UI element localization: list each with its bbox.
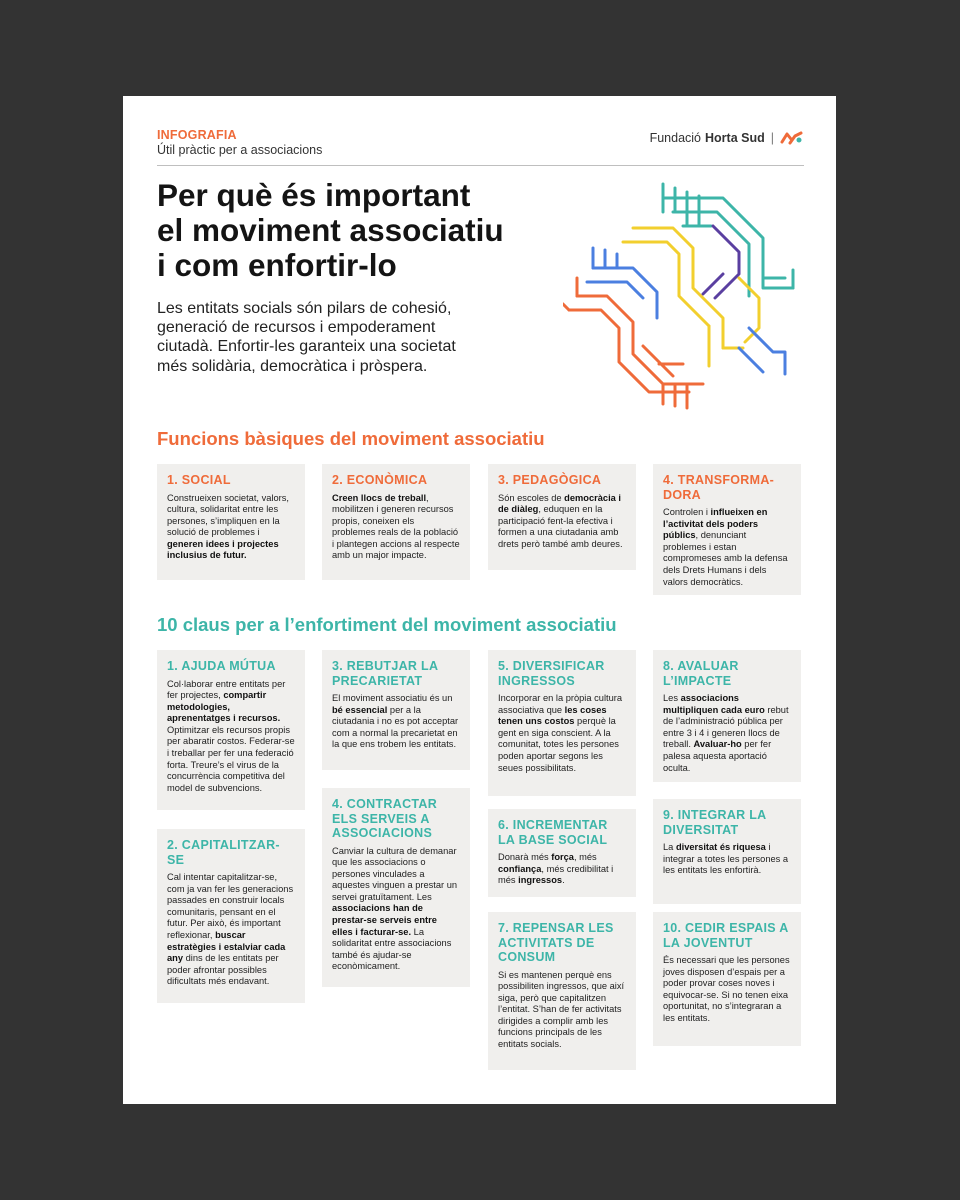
text-span: perquè la gent en siga conscient. A la comunitat, totes les persones poden aportar segons les seues possibilitats. [498,716,619,773]
header-divider [157,165,804,166]
card-title: 4. CONTRACTAR ELS SERVEIS A ASSOCIACIONS [332,797,438,840]
text-span: , mobilitzen i generen recursos propis, coneixen els problemes reals de la població i plantegen accions al respecte amb un major impacte. [332,492,460,561]
logo-name: Horta Sud [705,131,765,145]
highlight-text: compartir metodologies, aprenentatges i recursos. [167,690,281,724]
card-text [167,872,295,988]
highlight-text: democràcia i de diàleg [498,492,621,515]
function-card [653,464,801,595]
title-line: i com enfortir-lo [157,247,397,283]
card-title: 3. REBUTJAR LA PRECARIETAT [332,659,438,688]
key-card [157,829,305,1003]
text-span: rebut de l’administració pública per entre 3 i 4 i generen llocs de treball. [663,704,789,750]
key-card [653,650,801,782]
card-title: 10. CEDIR ESPAIS A LA JOVENTUT [663,921,789,950]
card-text [498,493,626,551]
text-span: Si es mantenen perquè ens possibiliten ingressos, que així siga, però que capitalitzen l’entitat. S’han de fer activitats dirigides a complir amb les funcions principals de les entitats socials. [498,969,625,1050]
key-card [488,912,636,1070]
text-span: per a la ciutadania i no es pot acceptar com a normal la precarietat en la que ens trobem les entitats. [332,704,459,750]
function-card [322,464,470,580]
functions-heading: Funcions bàsiques del moviment associatiu [157,428,545,449]
text-span: , més [573,852,597,862]
card-title: 8. AVALUAR L’IMPACTE [663,659,739,688]
highlight-text: buscar estratègies i estalviar cada any [167,929,286,964]
card-title: 1. SOCIAL [167,473,231,487]
highlight-text: diversitat és riquesa [675,842,766,852]
highlight-text: confiança [498,863,542,874]
key-card [488,650,636,796]
joined-hands-icon [563,178,813,418]
highlight-text: generen idees i projectes inclusius de futur. [167,538,279,561]
key-card [322,788,470,987]
highlight-text: associacions multipliquen cada euro [663,693,765,715]
highlight-text: Creen llocs de treball [332,492,427,503]
card-text [167,679,295,795]
kicker: INFOGRAFIA [157,128,237,142]
card-text [663,693,791,774]
key-card [653,912,801,1046]
text-span: , eduquen en la participació fent-la efectiva i formen a una ciutadania amb drets però també amb deures. [498,504,623,549]
text-span: Col·laborar entre entitats per fer projectes, [167,678,286,701]
function-card [157,464,305,580]
function-card [488,464,636,570]
card-text [498,693,626,774]
card-title: 9. INTEGRAR LA DIVERSITAT [663,808,767,837]
text-span: Cal intentar capitalitzar-se, com ja van fer les generacions passades en construir locals comunitaris, pensant en el futur. Per això, és important reflexionar, [167,872,294,940]
foundation-logo [650,130,804,146]
card-title: 2. ECONÒMICA [332,473,428,487]
highlight-text: influeixen en l’activitat dels poders públics [663,507,768,541]
text-span: Canviar la cultura de demanar que les associacions o persones vinculades a aquestes vinguen a prestar un servei gratuïtament. Les [332,845,458,902]
logo-separator: | [770,131,774,145]
highlight-text: Avaluar-ho [693,739,742,750]
highlight-text: força [551,852,574,862]
card-text [663,955,791,1025]
key-card [653,799,801,904]
page-title [157,178,577,283]
text-span: El moviment associatiu és un [332,693,453,703]
card-title: 7. REPENSAR LES ACTIVITATS DE CONSUM [498,921,614,964]
hands-logo-icon [780,130,804,146]
lead-paragraph: Les entitats socials són pilars de cohesió, generació de recursos i empoderament ciutadà. Enfortir-les garanteix una societat més solidària, democràtica i pròspera. [157,300,456,375]
text-span: dins de les entitats per poder afrontar possibles dificultats més endavant. [167,953,279,987]
card-text [663,842,791,877]
highlight-text: ingressos [518,875,563,886]
text-span: Són escoles de [498,492,565,503]
text-span: i integrar a totes les persones a les entitats les enfortirà. [663,842,789,876]
highlight-text: les coses tenen uns costos [498,704,607,727]
key-card [157,650,305,810]
keys-heading: 10 claus per a l’enfortiment del moviment associatiu [157,614,617,635]
text-span: . [562,875,565,886]
header-subtitle: Útil pràctic per a associacions [157,143,323,157]
text-span: , més credibilitat i més [498,863,614,886]
card-title: 5. DIVERSIFICAR INGRESSOS [498,659,605,688]
card-title: 3. PEDAGÒGICA [498,473,602,487]
logo-prefix: Fundació [649,131,702,145]
infographic-page [123,96,836,1104]
text-span: Controlen i [663,507,711,517]
card-title: 1. AJUDA MÚTUA [167,659,276,673]
title-line: el moviment associatiu [157,212,504,248]
card-text [332,493,460,563]
text-span: És necessari que les persones joves disposen d’espais per a poder provar coses noves i equivocar-se. Si no tenen eixa oportunitat, no s’integraran a les entitats. [663,955,790,1023]
card-text [332,693,460,751]
text-span: Incorporar en la pròpia cultura associativa que [498,693,623,715]
text-span: , denunciant problemes i estan compromeses amb la defensa dels Drets Humans i dels valors democràtics. [663,530,788,587]
card-text [498,852,626,887]
card-text [167,493,295,563]
card-text [663,507,791,588]
text-span: per fer palesa aquesta aportació oculta. [663,739,772,773]
text-span: La solidaritat entre associacions també és ajudar-se econòmicament. [332,926,452,972]
card-title: 4. TRANSFORMA-DORA [663,473,775,502]
key-card [322,650,470,770]
text-span: Optimitzar els recursos propis per abaratir costos. Federar-se i treballar per fer una federació forta. Treure’s el virus de la concurrència competitiva del model de subvencions. [167,724,295,793]
card-text [498,970,626,1051]
card-title: 2. CAPITALITZAR-SE [167,838,280,867]
card-title: 6. INCREMENTAR LA BASE SOCIAL [498,818,608,847]
title-line: Per què és important [157,177,471,213]
text-span: Construeixen societat, valors, cultura, solidaritat entre les persones, s’impliquen en la solució de problemes i [167,492,289,538]
text-span: Les [663,693,681,703]
text-span: Donarà més [498,852,552,862]
highlight-text: bé essencial [332,704,388,715]
key-card [488,809,636,897]
text-span: La [663,842,676,852]
card-text [332,846,460,974]
highlight-text: associacions han de prestar-se serveis entre elles i facturar-se. [332,903,437,937]
